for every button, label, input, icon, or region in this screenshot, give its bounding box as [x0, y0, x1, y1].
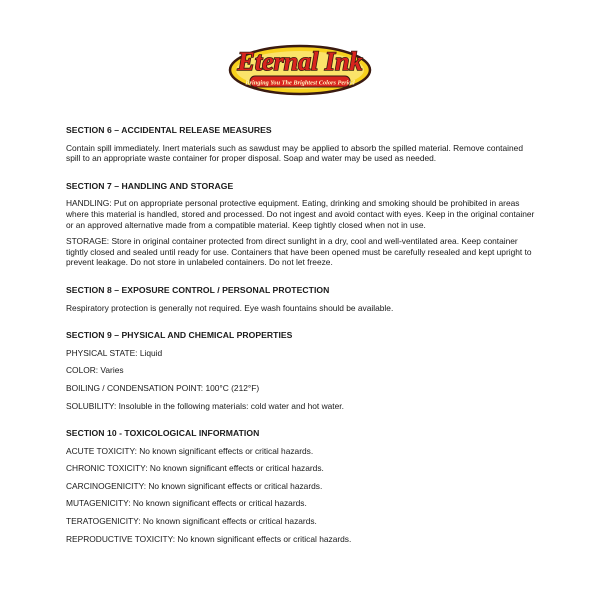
section-9-heading: SECTION 9 – PHYSICAL AND CHEMICAL PROPERTIES: [66, 330, 293, 341]
teratogenicity: TERATOGENICITY: No known significant effects or critical hazards.: [66, 516, 317, 527]
section-9: [66, 330, 536, 411]
document-body: [66, 125, 536, 561]
section-7-storage: STORAGE: Store in original container protected from direct sunlight in a dry, cool and well-ventilated area. Keep container tightly closed and sealed until ready for use. Containers that have been opened must be carefully resealed and kept upright to prevent leakage. Do not store in unlabeled containers. Do not let freeze.: [66, 236, 532, 268]
section-10: [66, 428, 536, 544]
physical-state: PHYSICAL STATE: Liquid: [66, 347, 163, 358]
section-7-heading: SECTION 7 – HANDLING AND STORAGE: [66, 180, 234, 191]
section-7-handling: HANDLING: Put on appropriate personal protective equipment. Eating, drinking and smoking should be prohibited in areas where this material is handled, stored and processed. Do not ingest and avoid contact with eyes. Keep in the original container or an approved alternative made from a compatible material. Keep tightly closed when not in use.: [66, 198, 535, 230]
svg-text:Eternal Ink: Eternal Ink: [237, 47, 363, 76]
section-6-paragraph: Contain spill immediately. Inert materials such as sawdust may be applied to absorb the spilled material. Remove contained spill to an appropriate waste container for proper disposal. Soap and water may be used as needed.: [66, 142, 523, 164]
section-8-paragraph: Respiratory protection is generally not required. Eye wash fountains should be available.: [66, 302, 394, 313]
eternal-ink-logo-graphic: [226, 40, 374, 96]
svg-text:Bringing You The Brightest Col: Bringing You The Brightest Colors Period: [245, 79, 355, 87]
section-6: [66, 125, 536, 164]
solubility: SOLUBILITY: Insoluble in the following materials: cold water and hot water.: [66, 400, 344, 411]
reproductive-toxicity: REPRODUCTIVE TOXICITY: No known significant effects or critical hazards.: [66, 533, 352, 544]
color-property: COLOR: Varies: [66, 365, 124, 376]
boiling-point: BOILING / CONDENSATION POINT: 100°C (212°F): [66, 382, 260, 393]
section-8-heading: SECTION 8 – EXPOSURE CONTROL / PERSONAL PROTECTION: [66, 284, 330, 295]
mutagenicity: MUTAGENICITY: No known significant effects or critical hazards.: [66, 498, 307, 509]
carcinogenicity: CARCINOGENICITY: No known significant effects or critical hazards.: [66, 480, 323, 491]
section-8: [66, 285, 536, 313]
section-7: [66, 181, 536, 268]
section-10-heading: SECTION 10 - TOXICOLOGICAL INFORMATION: [66, 428, 260, 439]
acute-toxicity: ACUTE TOXICITY: No known significant effects or critical hazards.: [66, 445, 314, 456]
section-6-heading: SECTION 6 – ACCIDENTAL RELEASE MEASURES: [66, 125, 272, 135]
eternal-ink-logo: [226, 40, 374, 96]
chronic-toxicity: CHRONIC TOXICITY: No known significant effects or critical hazards.: [66, 463, 324, 474]
